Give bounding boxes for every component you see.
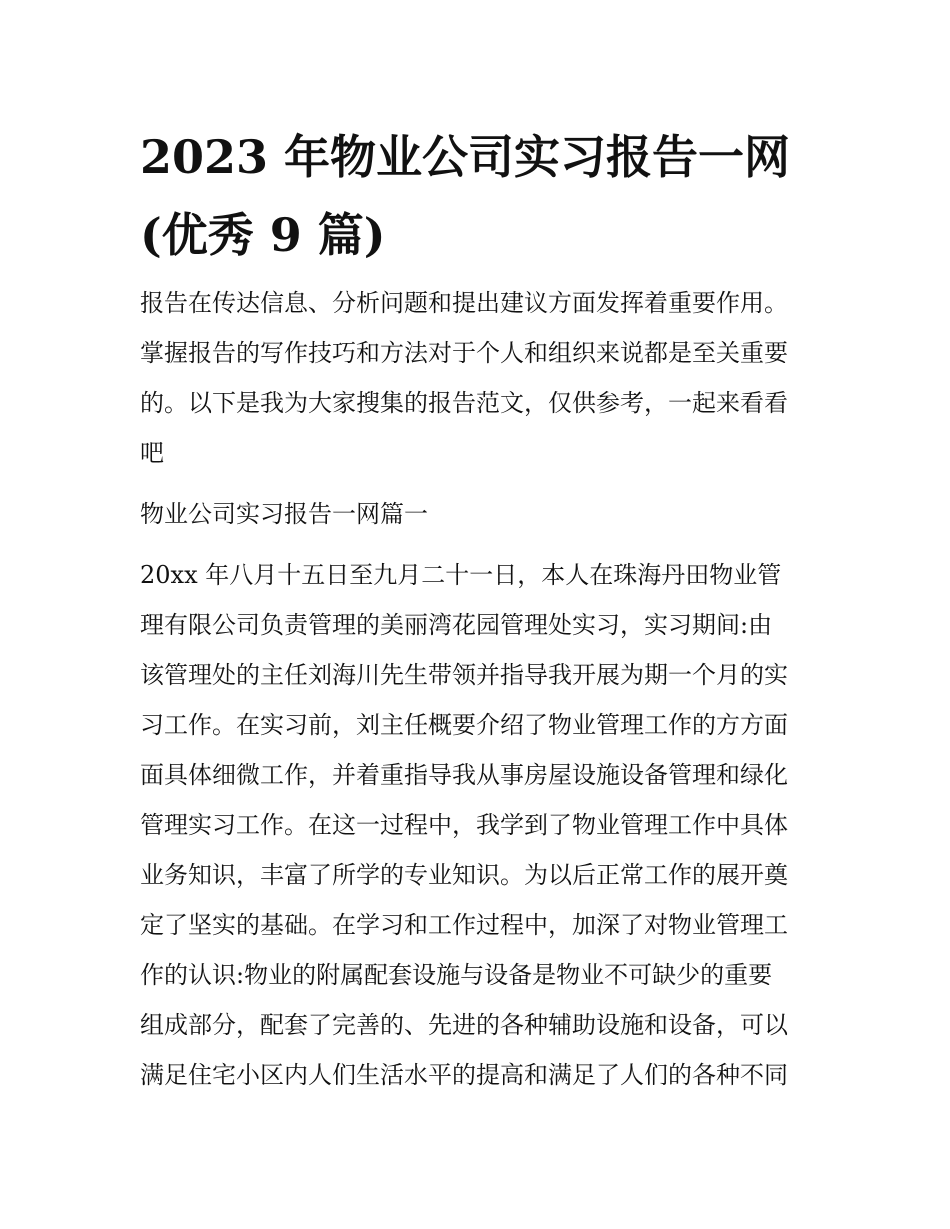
paragraph-line: 定了坚实的基础。在学习和工作过程中，加深了对物业管理工 <box>140 911 788 939</box>
section-heading: 物业公司实习报告一网篇一 <box>140 500 428 528</box>
intro-paragraph <box>140 278 820 478</box>
paragraph-line: 习工作。在实习前，刘主任概要介绍了物业管理工作的方方面 <box>140 711 788 739</box>
paragraph-line: 业务知识，丰富了所学的专业知识。为以后正常工作的展开奠 <box>140 861 788 889</box>
document-title <box>140 118 820 274</box>
paragraph-line: 该管理处的主任刘海川先生带领并指导我开展为期一个月的实 <box>140 661 788 689</box>
body-paragraph <box>140 550 820 1100</box>
title-line-2: (优秀 9 篇) <box>140 208 386 262</box>
paragraph-line: 理有限公司负责管理的美丽湾花园管理处实习，实习期间:由 <box>140 611 773 639</box>
document-body <box>140 278 820 1100</box>
intro-line: 掌握报告的写作技巧和方法对于个人和组织来说都是至关重要 <box>140 339 788 367</box>
paragraph-line: 面具体细微工作，并着重指导我从事房屋设施设备管理和绿化 <box>140 761 788 789</box>
paragraph-line: 作的认识:物业的附属配套设施与设备是物业不可缺少的重要 <box>140 961 773 989</box>
paragraph-line: 20xx 年八月十五日至九月二十一日，本人在珠海丹田物业管 <box>140 561 782 589</box>
paragraph-line: 管理实习工作。在这一过程中，我学到了物业管理工作中具体 <box>140 811 788 839</box>
intro-line: 报告在传达信息、分析问题和提出建议方面发挥着重要作用。 <box>140 289 788 317</box>
paragraph-spacer <box>140 478 820 489</box>
paragraph-line: 满足住宅小区内人们生活水平的提高和满足了人们的各种不同 <box>140 1061 788 1089</box>
intro-line: 的。以下是我为大家搜集的报告范文，仅供参考，一起来看看 <box>140 389 788 417</box>
paragraph-spacer <box>140 539 820 550</box>
paragraph-line: 组成部分，配套了完善的、先进的各种辅助设施和设备，可以 <box>140 1011 788 1039</box>
intro-line: 吧 <box>140 439 164 467</box>
title-line-1: 2023 年物业公司实习报告一网 <box>140 130 791 184</box>
